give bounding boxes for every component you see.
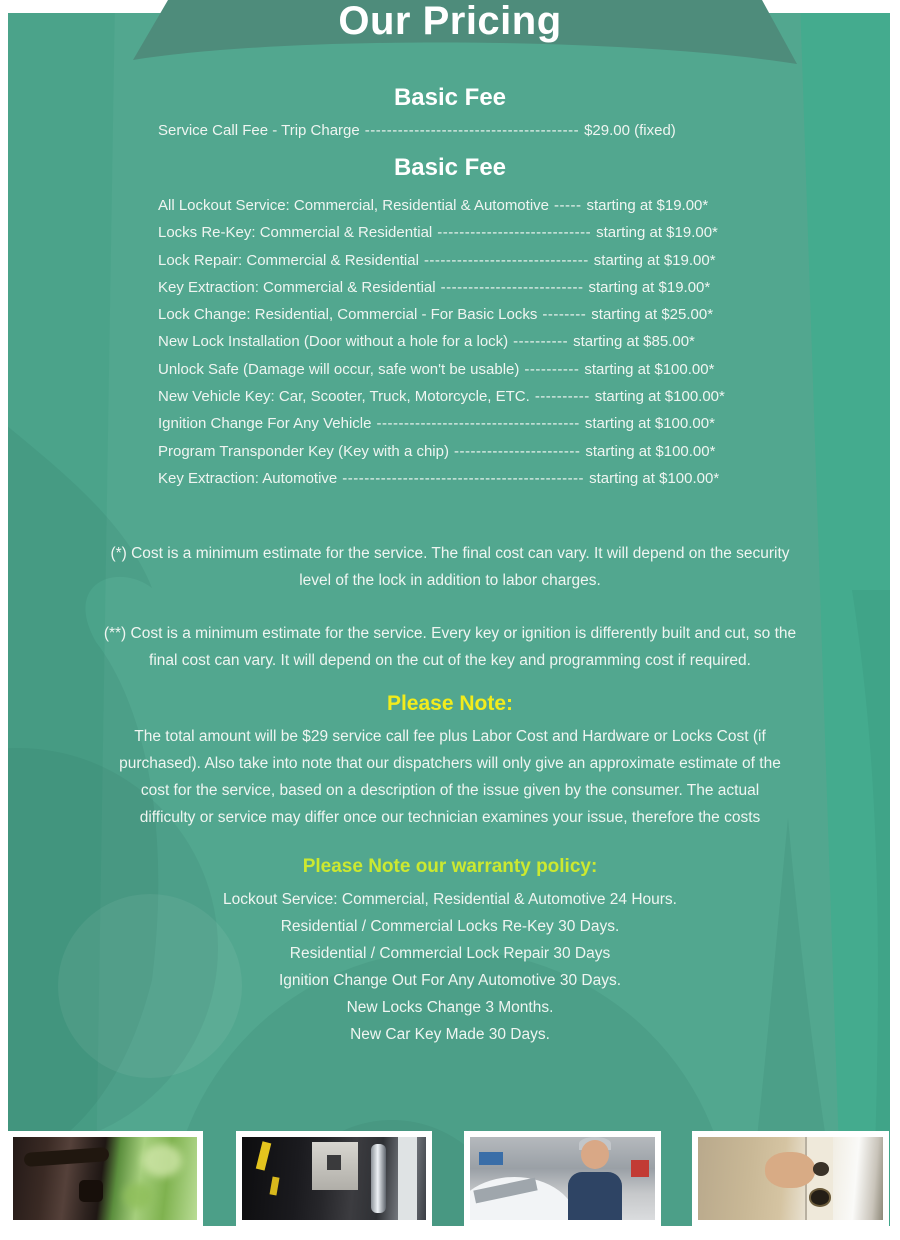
price-row [158, 410, 725, 437]
warranty-policy-heading: Please Note our warranty policy: [302, 856, 598, 877]
price-row [158, 383, 725, 410]
warranty-policy-item: Residential / Commercial Lock Repair 30 Days [289, 945, 611, 962]
warranty-policy-item: New Locks Change 3 Months. [346, 999, 554, 1016]
price-row [158, 192, 725, 219]
price-item-value: starting at $19.00* [588, 278, 711, 296]
double-star-disclaimer: (**) Cost is a minimum estimate for the service. Every key or ignition is differently built and cut, so the final cost can vary. It will depend on the cut of the key and programming cost if required. [103, 625, 797, 669]
price-item-label: Key Extraction: Automotive [158, 469, 338, 487]
dash-leader: -------------------------- [440, 278, 584, 296]
dash-leader: ------------------------------ [423, 251, 589, 269]
locksmith-opening-door-image [242, 1137, 426, 1220]
dash-leader: ----- [554, 197, 582, 214]
price-item-value: $29.00 (fixed) [584, 122, 676, 139]
auto-locksmith-image [470, 1137, 655, 1220]
price-item-value: starting at $100.00* [584, 415, 715, 433]
basic-fee-heading-1: Basic Fee [393, 84, 507, 111]
garage-monitor [479, 1152, 503, 1165]
price-item-label: Ignition Change For Any Vehicle [158, 415, 372, 433]
dash-leader: ------------------------------------- [376, 415, 580, 433]
price-row [158, 356, 725, 383]
price-row [158, 328, 725, 355]
dash-leader: ----------------------- [453, 442, 581, 460]
price-item-value: starting at $19.00* [596, 224, 718, 242]
foliage-bokeh [123, 1183, 152, 1210]
photo-door-handle-lock [7, 1131, 203, 1226]
price-item-label: Program Transponder Key (Key with a chip) [158, 442, 449, 460]
price-item-value: starting at $100.00* [584, 360, 715, 378]
dash-leader: ---------- [534, 388, 590, 406]
page-title: Our Pricing [338, 0, 562, 43]
basic-fee-heading-2: Basic Fee [393, 154, 507, 181]
price-row [158, 117, 676, 144]
door-handle-lock-image [13, 1137, 197, 1220]
photo-locksmith-opening-door [236, 1131, 432, 1226]
price-item-value: starting at $19.00* [593, 251, 716, 269]
price-item-label: Lock Repair: Commercial & Residential [158, 251, 419, 269]
warranty-policy-item: Residential / Commercial Locks Re-Key 30 Days. [280, 918, 620, 935]
door-lever-handle [24, 1147, 109, 1167]
door-lock-knob [79, 1180, 103, 1202]
dash-leader: --------------------------------------- [364, 122, 580, 139]
hi-vis-stripe [255, 1141, 271, 1171]
price-item-value: starting at $19.00* [586, 197, 709, 214]
please-note-heading: Please Note: [386, 692, 514, 715]
price-item-label: Key Extraction: Commercial & Residential [158, 278, 436, 296]
price-item-value: starting at $85.00* [573, 333, 695, 351]
price-row [158, 465, 725, 492]
hi-vis-stripe [270, 1176, 280, 1195]
price-item-value: starting at $100.00* [585, 442, 716, 460]
dash-leader: -------------------------------------------- [342, 469, 585, 487]
price-item-label: All Lockout Service: Commercial, Residential & Automotive [158, 197, 549, 214]
price-item-value: starting at $100.00* [594, 388, 725, 406]
price-item-value: starting at $100.00* [589, 469, 720, 487]
lock-installation-image [698, 1137, 883, 1220]
price-item-label: Locks Re-Key: Commercial & Residential [158, 224, 433, 242]
please-note-body: The total amount will be $29 service call fee plus Labor Cost and Hardware or Locks Cost (if purchased). Also take into note that our dispatchers will only give an approximate estimate of the cost for the service, based on a description of the issue given by the consumer. The actual difficulty or service may differ once our technician examines your issue, therefore the costs [119, 728, 781, 826]
basic-fee-price-list [158, 192, 725, 492]
foliage-bokeh [142, 1144, 182, 1177]
warranty-policy-item: New Car Key Made 30 Days. [350, 1026, 550, 1043]
price-item-label: New Lock Installation (Door without a hole for a lock) [158, 333, 509, 351]
price-item-label: Unlock Safe (Damage will occur, safe won't be usable) [158, 360, 520, 378]
locksmith-hands [765, 1152, 815, 1189]
price-row [158, 301, 725, 328]
photo-locksmith-installing-lock [692, 1131, 889, 1226]
price-row [158, 219, 725, 246]
price-row [158, 274, 725, 301]
dash-leader: ---------- [513, 333, 569, 351]
price-item-label: Service Call Fee - Trip Charge [158, 122, 360, 139]
warranty-policy-item: Ignition Change Out For Any Automotive 30 Days. [278, 972, 622, 989]
photo-auto-locksmith-with-keys [464, 1131, 661, 1226]
single-star-disclaimer: (*) Cost is a minimum estimate for the service. The final cost can vary. It will depend on the security level of the lock in addition to labor charges. [110, 545, 790, 589]
price-row [158, 247, 725, 274]
warranty-policy-list [0, 886, 900, 1048]
price-row [158, 438, 725, 465]
service-call-fee-list [158, 117, 676, 144]
dash-leader: -------- [542, 306, 587, 324]
mechanic-torso [568, 1172, 622, 1220]
price-item-label: New Vehicle Key: Car, Scooter, Truck, Motorcycle, ETC. [158, 388, 530, 406]
keyhole [327, 1155, 342, 1170]
dash-leader: ---------------------------- [437, 224, 592, 242]
mechanic-face [581, 1140, 609, 1168]
door-edge [398, 1137, 416, 1220]
lock-knob [809, 1188, 831, 1206]
warranty-policy-item: Lockout Service: Commercial, Residential & Automotive 24 Hours. [222, 891, 677, 908]
price-item-label: Lock Change: Residential, Commercial - For Basic Locks [158, 306, 538, 324]
price-item-value: starting at $25.00* [591, 306, 714, 324]
dash-leader: ---------- [524, 360, 580, 378]
chrome-door-handle [371, 1144, 386, 1214]
red-toolbox [631, 1160, 650, 1177]
